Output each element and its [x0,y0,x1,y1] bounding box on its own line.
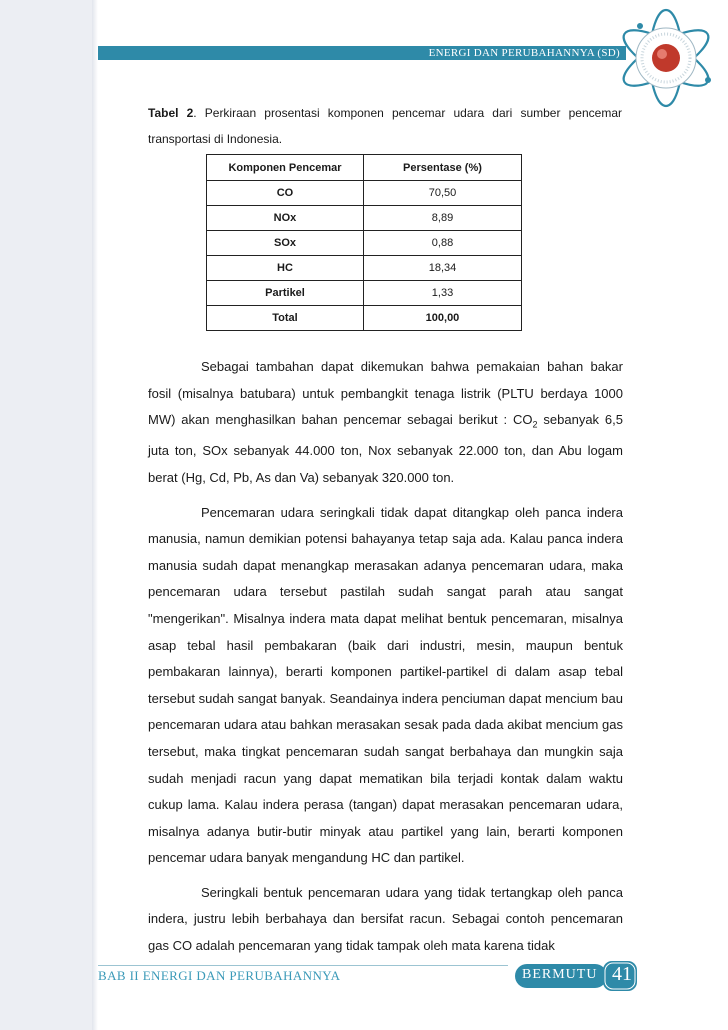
footer-rule [98,965,508,966]
table-header-row [207,155,522,181]
column-header-component: Komponen Pencemar [207,155,364,181]
table-row [207,256,522,281]
table-row [207,206,522,231]
page-margin-strip [0,0,92,1030]
footer-chapter-title: BAB II ENERGI DAN PERUBAHANNYA [98,968,341,983]
percent-cell: 0,88 [363,231,521,256]
header-title: ENERGI DAN PERUBAHANNYA (SD) [428,47,620,59]
co2-subscript: 2 [532,419,538,430]
atom-emblem-icon [618,0,728,112]
component-cell: SOx [207,231,364,256]
table-caption-text: . Perkiraan prosentasi komponen pencemar udara dari sumber pencemar transportasi di Indonesia. [148,106,622,146]
percent-cell: 18,34 [363,256,521,281]
column-header-percent: Persentase (%) [363,155,521,181]
footer-brand: BERMUTU [522,967,598,982]
paragraph-2: Pencemaran udara seringkali tidak dapat ditangkap oleh panca indera manusia, namun demikian potensi bahayanya tetap saja ada. Kalau panca indera manusia sudah dapat menangkap merasakan adanya pencemaran udara, maka pencemaran udara tersebut pastilah sudah sangat parah atau sangat "mengerikan". Misalnya indera mata dapat melihat bentuk pencemaran, misalnya asap tebal hasil pembakaran (baik dari industri, mesin, maupun bentuk pembakaran lainnya), berarti komponen partikel-partikel di dalam asap tebal tersebut sudah sangat banyak. Seandainya indera penciuman dapat mencium bau pencemaran udara atau bahkan merasakan sesak pada dada akibat mencium gas tersebut, maka tingkat pencemaran sudah sangat berbahaya dan mungkin saja sudah menjadi racun yang dapat mematikan bila terjadi kontak dalam waktu cukup lama. Kalau indera perasa (tangan) dapat merasakan pencemaran udara, misalnya adanya butir-butir minyak atau partikel yang lain, berarti komponen pencemar udara banyak mengandung HC dan partikel. [148,504,623,866]
table-total-row [207,306,522,331]
body-text [148,354,623,968]
component-cell: CO [207,181,364,206]
pollutant-table [206,154,522,331]
total-label-cell: Total [207,306,364,331]
total-percent-cell: 100,00 [363,306,521,331]
page-margin-shadow [92,0,98,1030]
page-number: 41 [612,963,632,985]
table-row [207,181,522,206]
table-row [207,231,522,256]
table-caption-label: Tabel 2 [148,106,194,120]
paragraph-1-start: Sebagai tambahan dapat dikemukan bahwa pemakaian bahan bakar fosil (misalnya batubara) untuk pembangkit tenaga listrik (PLTU berdaya 1000 MW) akan menghasilkan bahan pencemar sebagai berikut : CO [148,359,623,428]
component-cell: NOx [207,206,364,231]
component-cell: Partikel [207,281,364,306]
paragraph-1 [148,354,623,492]
paragraph-3: Seringkali bentuk pencemaran udara yang tidak tertangkap oleh panca indera, justru lebih berbahaya dan bersifat racun. Sebagai contoh pencemaran gas CO adalah pencemaran yang tidak tampak oleh mata karena tidak [148,884,623,954]
table-caption [148,100,622,152]
percent-cell: 70,50 [363,181,521,206]
paragraph-1-end: sebanyak 6,5 juta ton, SOx sebanyak 44.000 ton, Nox sebanyak 22.000 ton, dan Abu logam berat (Hg, Cd, Pb, As dan Va) sebanyak 320.000 ton. [148,412,623,485]
percent-cell: 1,33 [363,281,521,306]
component-cell: HC [207,256,364,281]
percent-cell: 8,89 [363,206,521,231]
table-row [207,281,522,306]
